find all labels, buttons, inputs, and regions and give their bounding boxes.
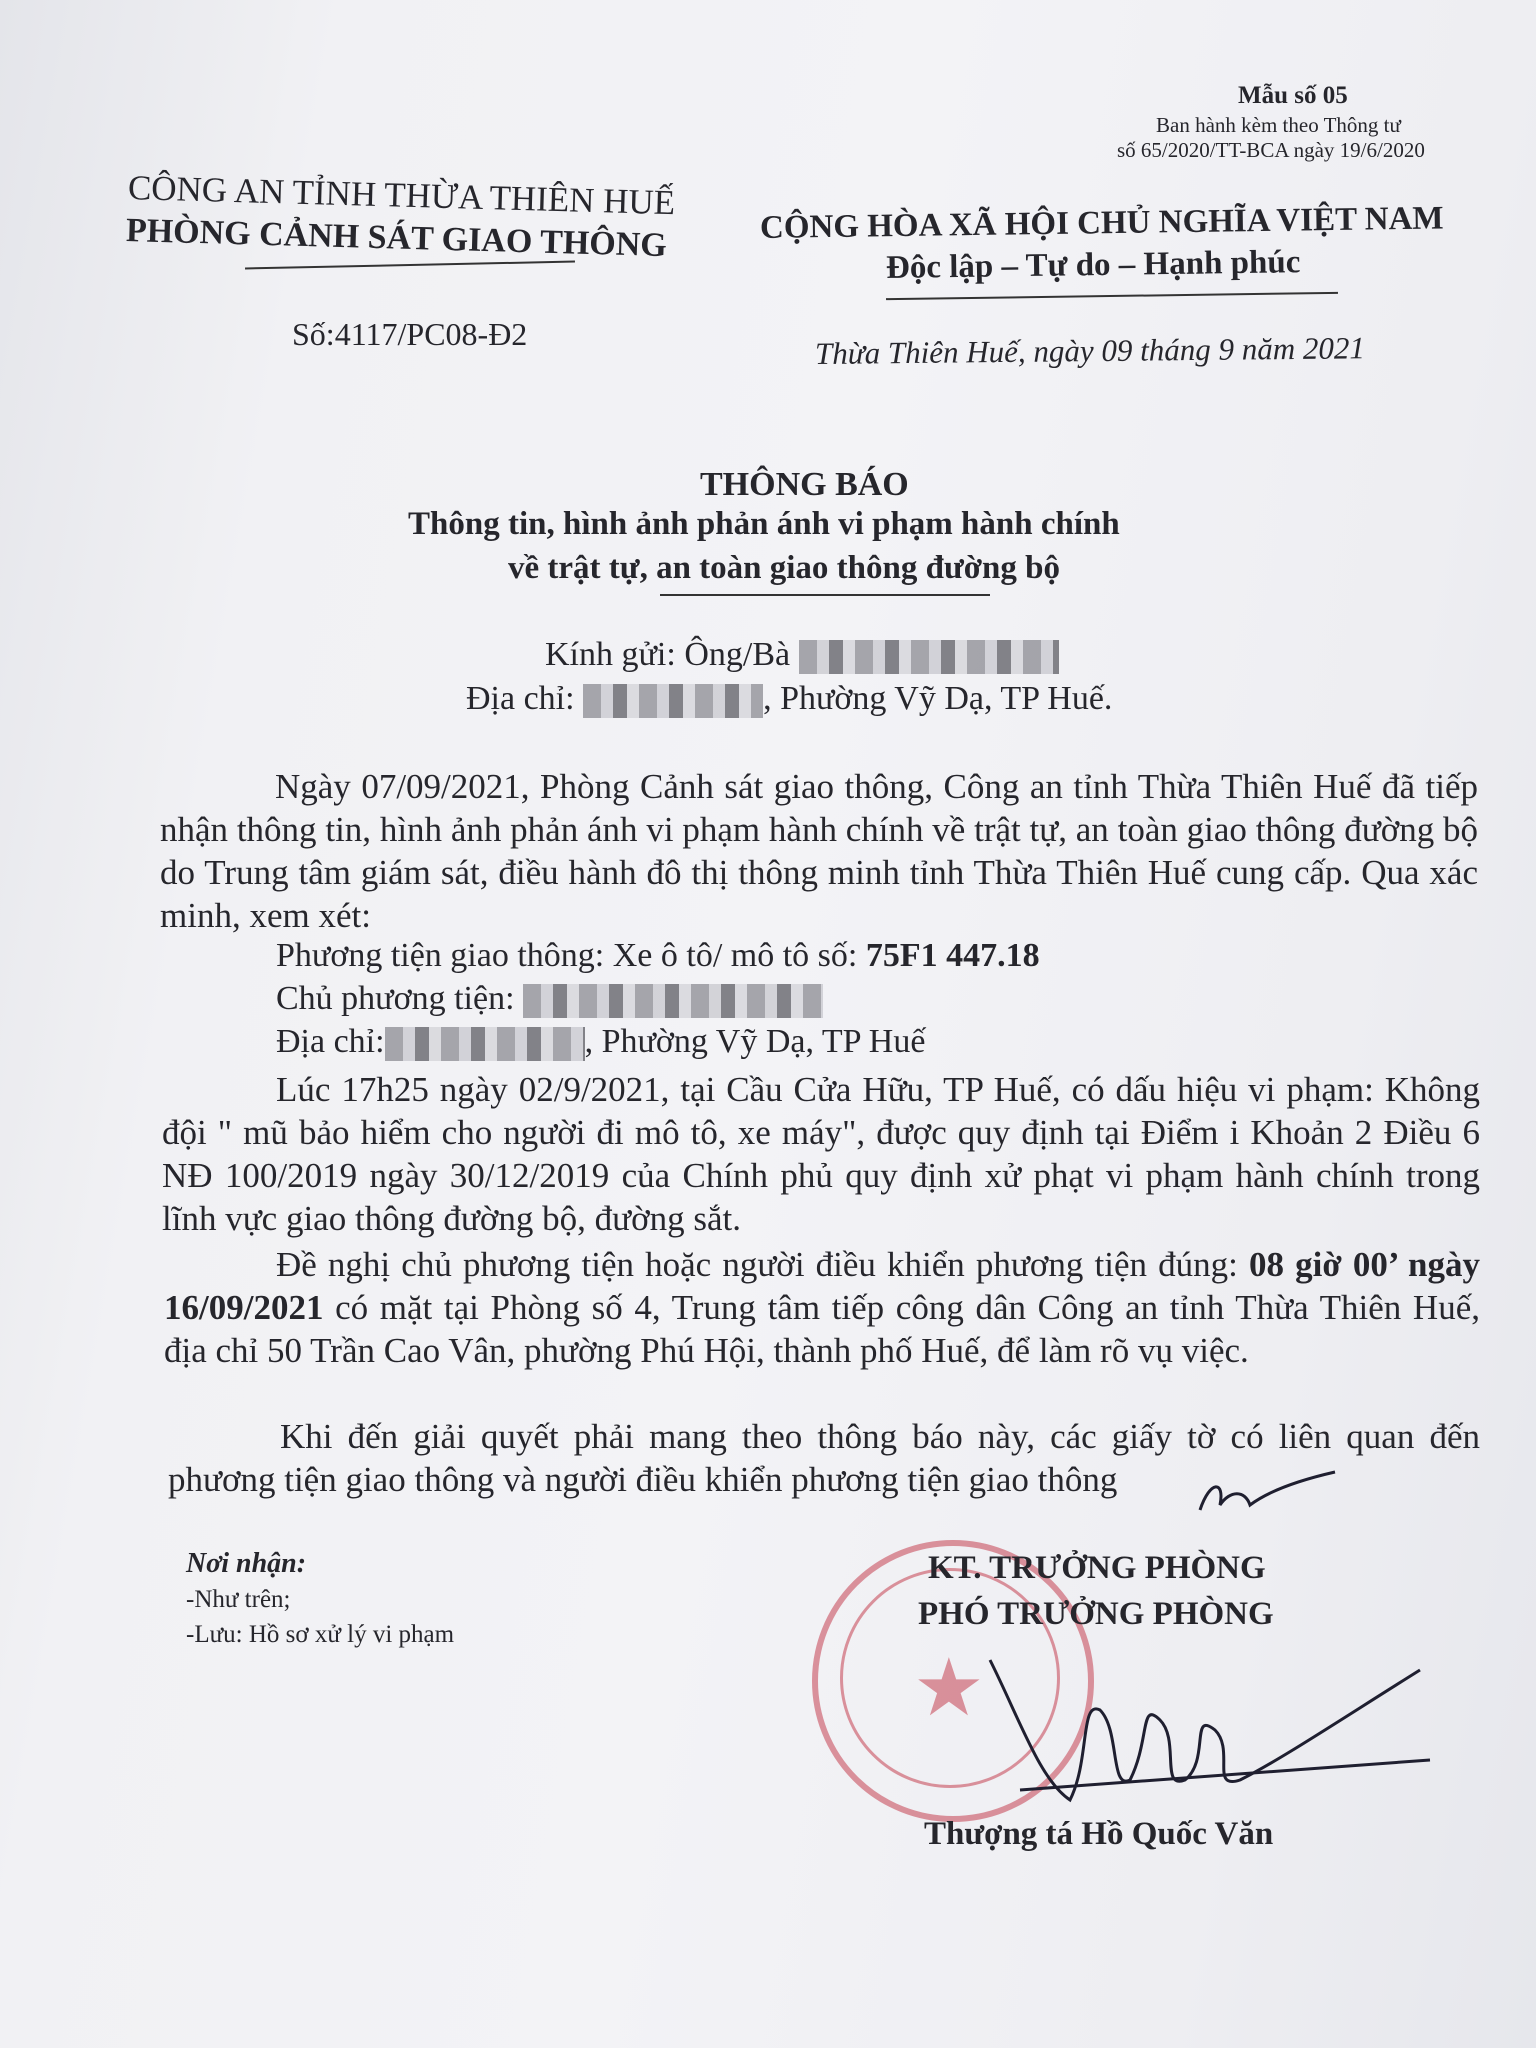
- subtitle-underline: [660, 594, 990, 596]
- recipients-item-2: -Lưu: Hồ sơ xử lý vi phạm: [186, 1621, 455, 1648]
- redacted-name: [799, 640, 1059, 674]
- document-number: Số:4117/PC08-Đ2: [292, 316, 528, 352]
- handwritten-signature-icon: [960, 1640, 1440, 1820]
- request-suffix: có mặt tại Phòng số 4, Trung tâm tiếp công dân Công an tỉnh Thừa Thiên Huế, địa chỉ 50 Trần Cao Vân, phường Phú Hội, thành phố Huế, để làm rõ vụ việc.: [164, 1288, 1480, 1370]
- agency-name: PHÒNG CẢNH SÁT GIAO THÔNG: [125, 212, 668, 265]
- signature-line-1: KT. TRƯỞNG PHÒNG: [928, 1550, 1266, 1586]
- recipient-greeting-text: Kính gửi: Ông/Bà: [545, 636, 791, 673]
- vehicle-label: Phương tiện giao thông: Xe ô tô/ mô tô số:: [276, 937, 858, 974]
- form-note-1: Ban hành kèm theo Thông tư: [1156, 113, 1401, 137]
- recipient-address-suffix: , Phường Vỹ Dạ, TP Huế.: [763, 680, 1113, 717]
- body-request: [164, 1243, 1480, 1372]
- owner-address-label: Địa chỉ:: [276, 1023, 385, 1060]
- signer-name: Thượng tá Hồ Quốc Văn: [924, 1816, 1274, 1852]
- redacted-owner-address: [385, 1027, 585, 1061]
- recipient-greeting: [545, 636, 1059, 674]
- notice-subtitle-2: về trật tự, an toàn giao thông đường bộ: [508, 550, 1061, 586]
- body-violation: Lúc 17h25 ngày 02/9/2021, tại Cầu Cửa Hữu, TP Huế, có dấu hiệu vi phạm: Không đội " mũ bảo hiểm cho người đi mô tô, xe máy", được quy định tại Điểm i Khoản 2 Điều 6 NĐ 100/2019 ngày 30/12/2019 của Chính phủ quy định xử phạt vi phạm hành chính trong lĩnh vực giao thông đường bộ, đường sắt.: [162, 1070, 1480, 1238]
- notice-subtitle-1: Thông tin, hình ảnh phản ánh vi phạm hành chính: [408, 506, 1120, 542]
- recipients-item-1: -Như trên;: [186, 1586, 291, 1613]
- recipient-address-label: Địa chỉ:: [466, 680, 575, 717]
- form-code: Mẫu số 05: [1238, 82, 1348, 109]
- owner-address-line: [276, 1023, 925, 1061]
- redacted-owner: [523, 984, 823, 1018]
- request-time: 08 giờ 00’ ngày 16/09/2021: [164, 1245, 1480, 1327]
- owner-address-suffix: , Phường Vỹ Dạ, TP Huế: [584, 1023, 926, 1060]
- body-intro: Ngày 07/09/2021, Phòng Cảnh sát giao thông, Công an tỉnh Thừa Thiên Huế đã tiếp nhận thông tin, hình ảnh phản ánh vi phạm hành chính về trật tự, an toàn giao thông đường bộ do Trung tâm giám sát, điều hành đô thị thông minh tỉnh Thừa Thiên Huế cung cấp. Qua xác minh, xem xét:: [160, 767, 1478, 935]
- motto-underline: [886, 292, 1338, 300]
- form-note-2: số 65/2020/TT-BCA ngày 19/6/2020: [1117, 138, 1425, 162]
- place-date: Thừa Thiên Huế, ngày 09 tháng 9 năm 2021: [814, 330, 1366, 371]
- redacted-address: [583, 684, 763, 718]
- signature-line-2: PHÓ TRƯỞNG PHÒNG: [918, 1596, 1274, 1632]
- recipients-label: Nơi nhận:: [186, 1548, 307, 1579]
- vehicle-plate: 75F1 447.18: [865, 937, 1040, 974]
- agency-underline: [245, 261, 575, 270]
- national-motto: Độc lập – Tự do – Hạnh phúc: [885, 244, 1301, 286]
- seal-star-icon: ★: [913, 1645, 985, 1733]
- national-title: CỘNG HÒA XÃ HỘI CHỦ NGHĨA VIỆT NAM: [759, 200, 1444, 246]
- owner-line: [276, 980, 823, 1018]
- notice-title: THÔNG BÁO: [700, 466, 909, 503]
- request-prefix: Đề nghị chủ phương tiện hoặc người điều khiển phương tiện đúng:: [276, 1245, 1238, 1284]
- initial-mark-icon: [1190, 1460, 1340, 1530]
- owner-label: Chủ phương tiện:: [276, 980, 515, 1017]
- recipient-address: [466, 680, 1112, 718]
- vehicle-line: [276, 937, 1040, 975]
- body-closing: Khi đến giải quyết phải mang theo thông báo này, các giấy tờ có liên quan đến phương tiện giao thông và người điều khiển phương tiện giao thông: [168, 1417, 1480, 1499]
- agency-parent: CÔNG AN TỈNH THỪA THIÊN HUẾ: [127, 168, 676, 223]
